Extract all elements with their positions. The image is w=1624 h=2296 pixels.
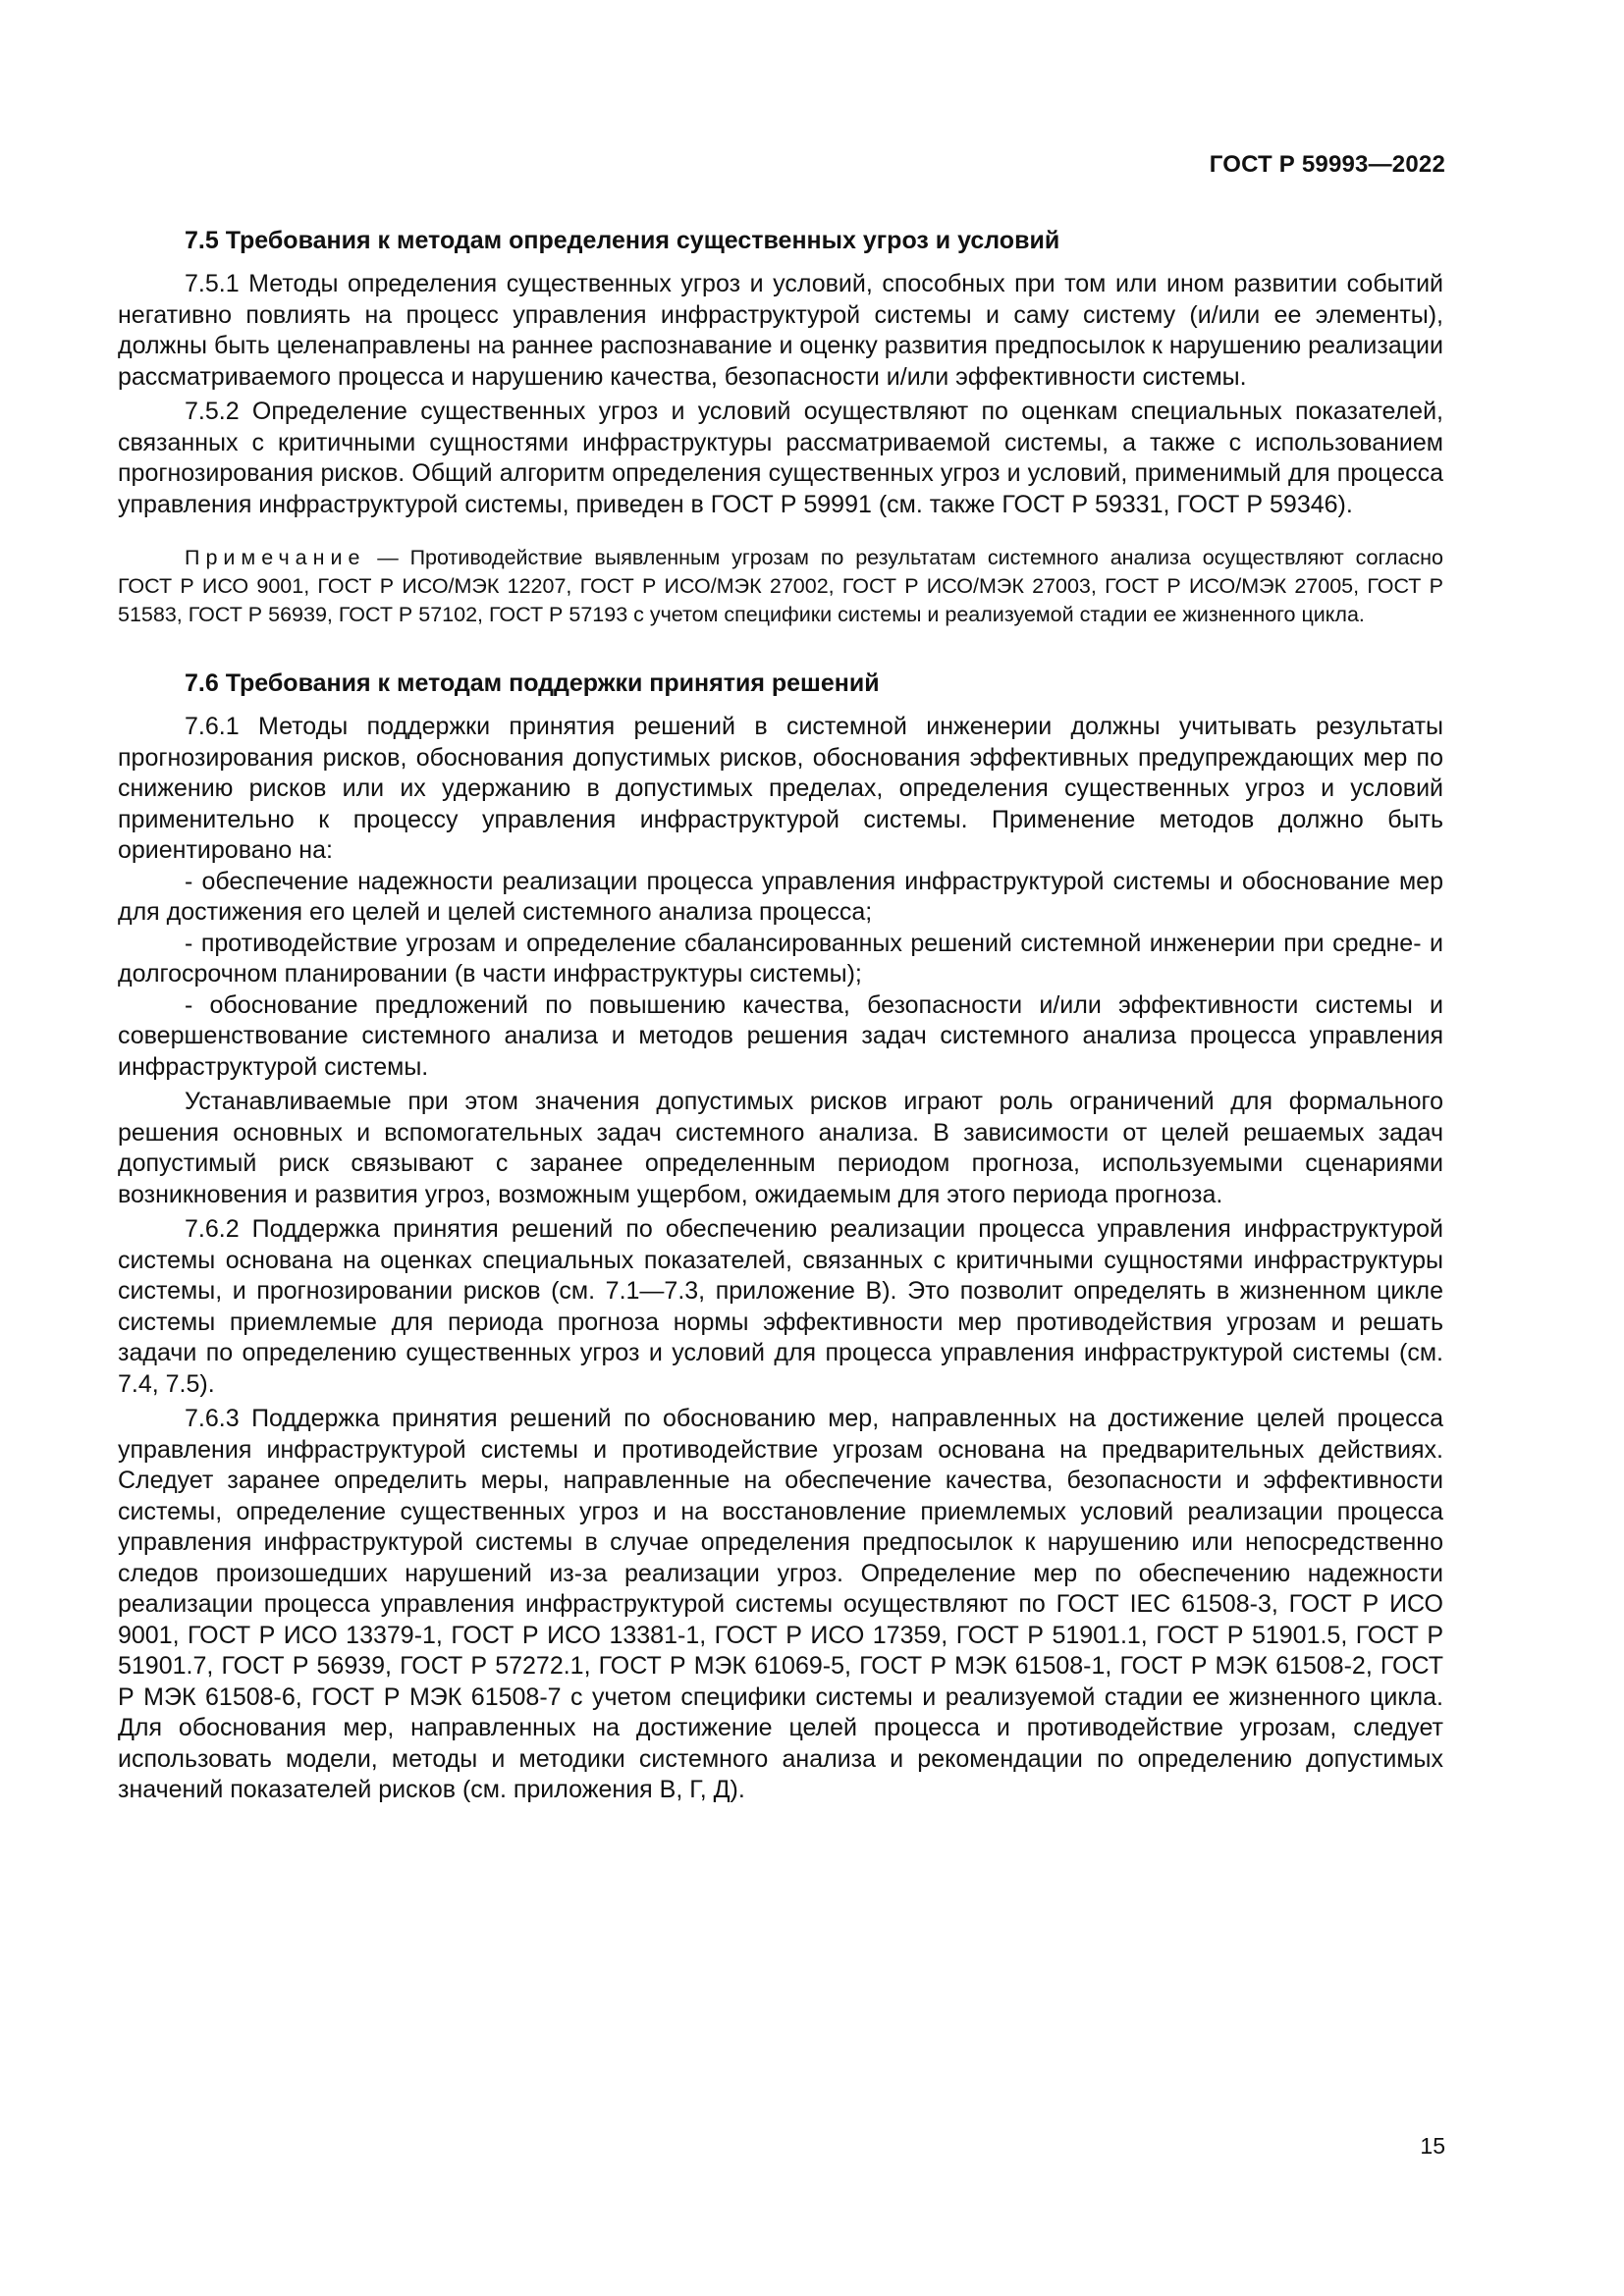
note-text: — Противодействие выявленным угрозам по результатам системного анализа осуществляют согласно ГОСТ Р ИСО 9001, ГОСТ Р ИСО/МЭК 12207, ГОСТ Р ИСО/МЭК 27002, ГОСТ Р ИСО/МЭК 27003, ГОСТ Р ИСО/МЭК 27005, ГОСТ Р 51583, ГОСТ Р 56939, ГОСТ Р 57102, ГОСТ Р 57193 с учетом специфики системы и реализуемой стадии ее жизненного цикла. — [118, 546, 1443, 626]
note-7-5 — [118, 544, 1443, 629]
document-code-header: ГОСТ Р 59993—2022 — [1209, 151, 1445, 178]
paragraph-7-6-3: 7.6.3 Поддержка принятия решений по обоснованию мер, направленных на достижение целей процесса управления инфраструктурой системы и противодействие угрозам основана на предварительных действиях. Следует заранее определить меры, направленные на обеспечение качества, безопасности и эффективности системы, определение существенных угроз и на восстановление приемлемых условий реализации процесса управления инфраструктурой системы в случае определения предпосылок к нарушению или непосредственно следов произошедших нарушений из-за реализации угроз. Определение мер по обеспечению надежности реализации процесса управления инфраструктурой системы осуществляют по ГОСТ IEC 61508-3, ГОСТ Р ИСО 9001, ГОСТ Р ИСО 13379-1, ГОСТ Р ИСО 13381-1, ГОСТ Р ИСО 17359, ГОСТ Р 51901.1, ГОСТ Р 51901.5, ГОСТ Р 51901.7, ГОСТ Р 56939, ГОСТ Р 57272.1, ГОСТ Р МЭК 61069-5, ГОСТ Р МЭК 61508-1, ГОСТ Р МЭК 61508-2, ГОСТ Р МЭК 61508-6, ГОСТ Р МЭК 61508-7 с учетом специфики системы и реализуемой стадии ее жизненного цикла. Для обоснования мер, направленных на достижение целей процесса и противодействие угрозам, следует использовать модели, методы и методики системного анализа и рекомендации по определению допустимых значений показателей рисков (см. приложения В, Г, Д). — [118, 1405, 1443, 1803]
document-body — [118, 224, 1443, 1806]
list-item: - обоснование предложений по повышению качества, безопасности и/или эффективности системы и совершенствование системного анализа и методов решения задач системного анализа процесса управления инфраструктурой системы. — [118, 990, 1443, 1081]
paragraph-7-6-1: 7.6.1 Методы поддержки принятия решений в системной инженерии должны учитывать результаты прогнозирования рисков, обоснования допустимых рисков, обоснования эффективных предупреждающих мер по снижению рисков или их удержанию в допустимых пределах, определения существенных угроз и условий применительно к процессу управления инфраструктурой системы. Применение методов должно быть ориентировано на: — [118, 713, 1443, 864]
paragraph-7-5-2: 7.5.2 Определение существенных угроз и условий осуществляют по оценкам специальных показателей, связанных с критичными сущностями инфраструктуры рассматриваемой системы, а также с использованием прогнозирования рисков. Общий алгоритм определения существенных угроз и условий, применимый для процесса управления инфраструктурой системы, приведен в ГОСТ Р 59991 (см. также ГОСТ Р 59331, ГОСТ Р 59346). — [118, 398, 1443, 518]
section-7-5-heading: 7.5 Требования к методам определения существенных угроз и условий — [185, 227, 1060, 254]
list-item: - обеспечение надежности реализации процесса управления инфраструктурой системы и обоснование мер для достижения его целей и целей системного анализа процесса; — [118, 867, 1443, 926]
paragraph-7-6-2: 7.6.2 Поддержка принятия решений по обеспечению реализации процесса управления инфраструктурой системы основана на оценках специальных показателей, связанных с критичными сущностями инфраструктуры системы, и прогнозировании рисков (см. 7.1—7.3, приложение В). Это позволит определять в жизненном цикле системы приемлемые для периода прогноза нормы эффективности мер противодействия угрозам и решать задачи по определению существенных угроз и условий для процесса управления инфраструктурой системы (см. 7.4, 7.5). — [118, 1215, 1443, 1398]
paragraph-7-5-1: 7.5.1 Методы определения существенных угроз и условий, способных при том или ином развитии событий негативно повлиять на процесс управления инфраструктурой системы и саму систему (и/или ее элементы), должны быть целенаправлены на раннее распознавание и оценку развития предпосылок к нарушению реализации рассматриваемого процесса и нарушению качества, безопасности и/или эффективности системы. — [118, 270, 1443, 391]
paragraph-acceptable-risks: Устанавливаемые при этом значения допустимых рисков играют роль ограничений для формального решения основных и вспомогательных задач системного анализа. В зависимости от целей решаемых задач допустимый риск связывают с заранее определенным периодом прогноза, используемыми сценариями возникновения и развития угроз, возможным ущербом, ожидаемым для этого периода прогноза. — [118, 1088, 1443, 1208]
note-label: Примечание — [185, 546, 366, 569]
list-item: - противодействие угрозам и определение сбалансированных решений системной инженерии при средне- и долгосрочном планировании (в части инфраструктуры системы); — [118, 929, 1443, 988]
page-number: 15 — [1420, 2133, 1445, 2159]
section-7-6-heading: 7.6 Требования к методам поддержки принятия решений — [185, 669, 880, 697]
